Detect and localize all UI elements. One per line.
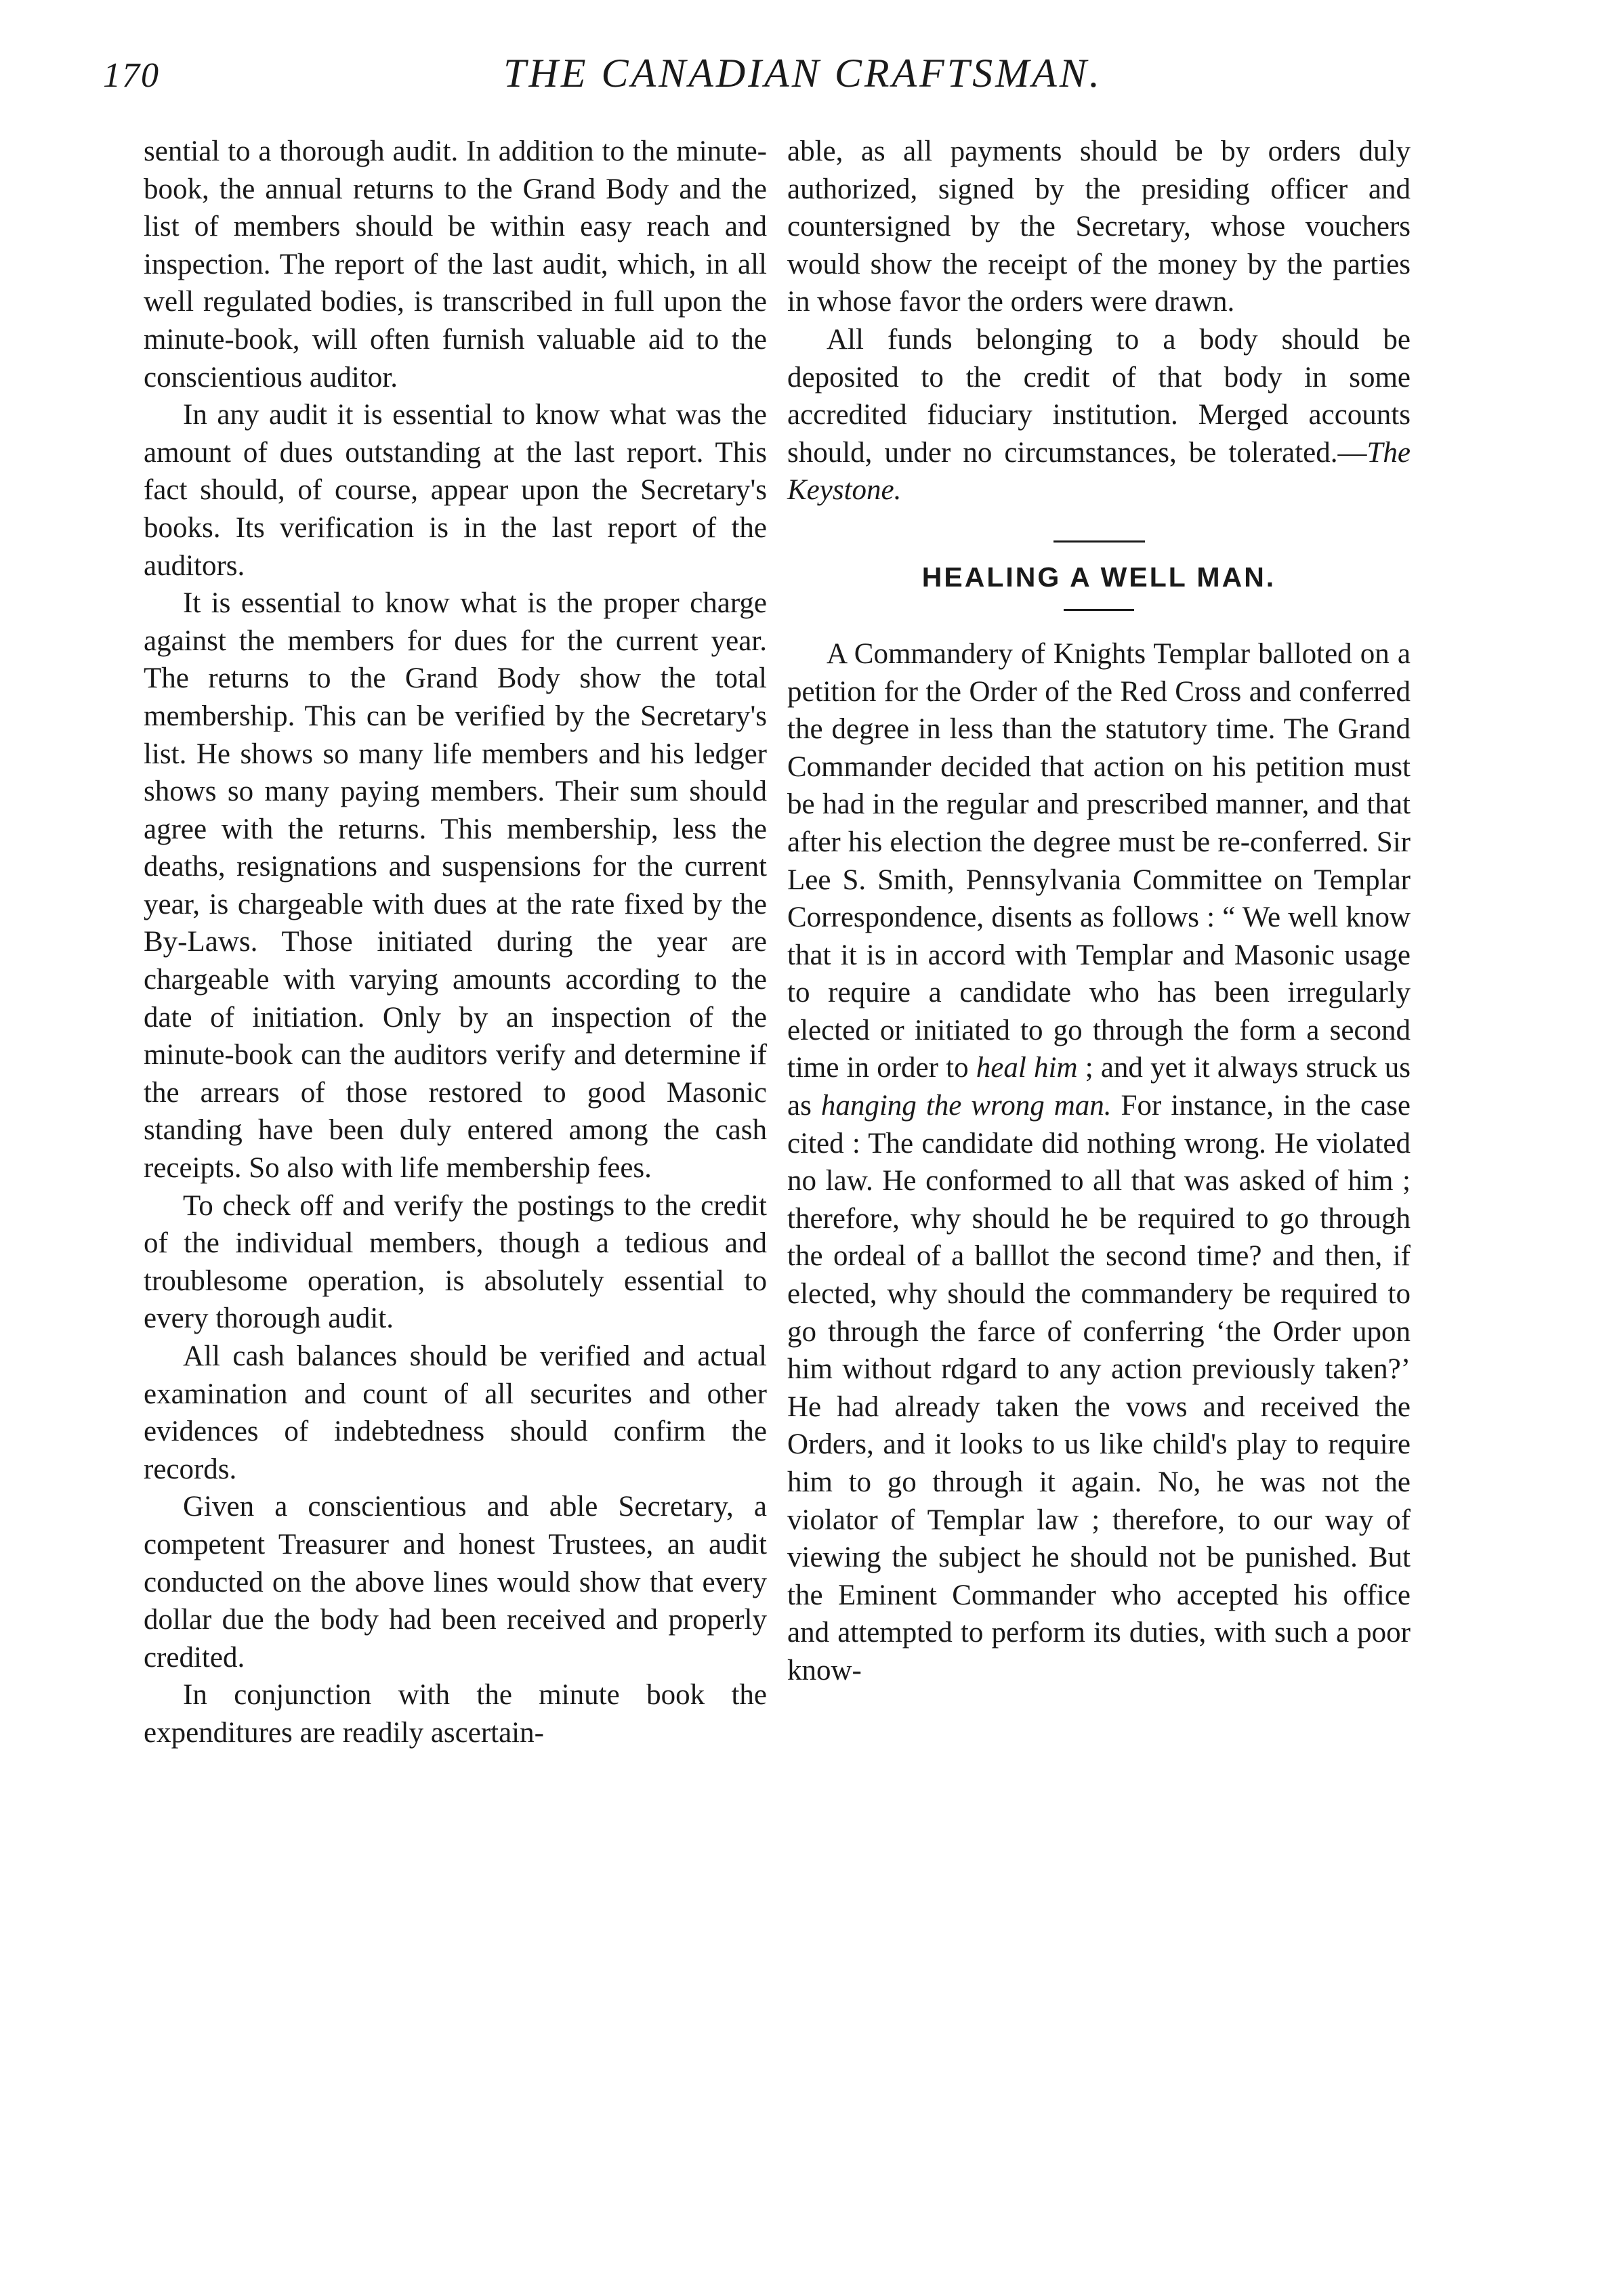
emphasis-text: hanging the wrong man. [820, 1090, 1112, 1122]
page-number: 170 [103, 56, 160, 95]
paragraph: able, as all payments should be by orders duly authorized, signed by the presiding officer and countersigned by the Secretary, whose vouchers would show the receipt of the money by the parties in whose favor the orders were drawn. [787, 135, 1411, 318]
paragraph-text: All funds belonging to a body should be deposited to the credit of that body in some accredited fiduciary institution. Merged accounts should, under no circumstances, be tolerated.— [787, 323, 1411, 469]
paragraph: Given a conscientious and able Secretary, a competent Treasurer and honest Trustees, an audit conducted on the above lines would show that every dollar due the body had been received and properly credited. [144, 1491, 767, 1674]
article-title: HEALING A WELL MAN. [921, 561, 1276, 593]
paragraph: In any audit it is essential to know what was the amount of dues outstanding at the last report. This fact should, of course, appear upon the Secretary's books. Its verification is in the last report of the auditors. [144, 399, 767, 582]
paragraph: To check off and verify the postings to the credit of the individual members, though a tedious and troublesome operation, is absolutely essential to every thorough audit. [144, 1189, 767, 1335]
paragraph [787, 321, 1411, 509]
paragraph-text: For instance, in the case cited : The candidate did nothing wrong. He violated no law. He conformed to all that was asked of him ; therefore, why should he be required to go through the ordeal of a balllot the second time? and then, if elected, why should the commandery be required to go through the farce of conferring ‘the Order upon him without rdgard to any action previously taken?’ He had already taken the vows and received the Orders, and it looks to us like child's play to require him to go through it again. No, he was not the violator of Templar law ; therefore, to our way of viewing the subject he should not be punished. But the Eminent Commander who accepted his office and attempted to perform its duties, with such a poor know- [787, 1090, 1411, 1686]
source-citation: The Keystone. [787, 436, 1411, 507]
emphasis-text: heal him [976, 1052, 1078, 1084]
paragraph: All cash balances should be verified and actual examination and count of all securites and other evidences of indebtedness should confirm the records. [144, 1340, 767, 1485]
paragraph: In conjunction with the minute book the expenditures are readily ascertain- [144, 1679, 767, 1749]
paragraph-text: A Commandery of Knights Templar balloted on a petition for the Order of the Red Cross and conferred the degree in less than the statutory time. The Grand Commander decided that action on his petition must be had in the regular and prescribed manner, and that after his election the degree must be re-conferred. Sir Lee S. Smith, Pennsylvania Committee on Templar Correspondence, disents as follows : “ We well know that it is in accord with Templar and Masonic usage to require a candidate who has been irregularly elected or initiated to go through the form a second time in order to [787, 637, 1411, 1084]
paragraph: It is essential to know what is the proper charge against the members for dues for the current year. The returns to the Grand Body show the total membership. This can be verified by the Secretary's list. He shows so many life members and his ledger shows so many paying members. Their sum should agree with the returns. This membership, less the deaths, resignations and suspensions for the current year, is chargeable with dues at the rate fixed by the By-Laws. Those initiated during the year are chargeable with varying amounts according to the date of initiation. Only by an inspection of the minute-book can the auditors verify and determine if the arrears of those restored to good Masonic standing have been duly entered among the cash receipts. So also with life membership fees. [144, 587, 767, 1185]
paragraph-text: ; and yet it always struck us as [787, 1052, 1411, 1122]
paragraph [787, 635, 1411, 1690]
paragraph: sential to a thorough audit. In addition to the minute-book, the annual returns to the Grand Body and the list of members should be within easy reach and inspection. The report of the last audit, which, in all well regulated bodies, is transcribed in full upon the minute-book, will often furnish valuable aid to the conscientious auditor. [144, 135, 767, 394]
running-title: THE CANADIAN CRAFTSMAN. [503, 51, 1102, 95]
section-divider [1053, 540, 1145, 543]
left-column [144, 133, 767, 1752]
title-rule [1064, 609, 1134, 611]
right-column [787, 133, 1411, 1690]
